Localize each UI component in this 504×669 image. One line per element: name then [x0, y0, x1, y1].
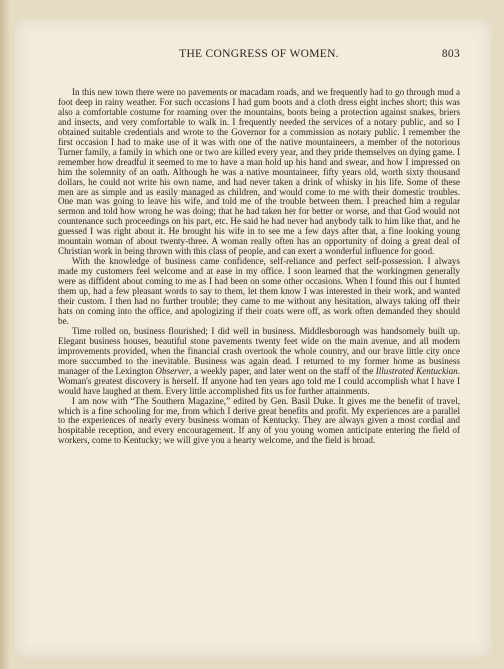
text-run: Time rolled on, business flourished; I did well in business. Middlesborough was handsomely built up. Elegant business houses, beautiful stone pavements twenty feet wide on the main avenue, and all modern improvements provided, when the financial crash overtook the whole country, and our brave little city once more succumbed to the inevitable. Business was again dead. I returned to my former home as business manager of the Lexington — [58, 325, 460, 376]
body-text — [58, 88, 460, 446]
paragraph — [58, 88, 460, 257]
italic-title: Observer — [155, 365, 190, 376]
page-number: 803 — [441, 48, 460, 60]
page-header — [58, 48, 460, 64]
italic-title: Illustrated Kentuckian — [375, 365, 458, 376]
paragraph — [58, 327, 460, 397]
running-title: THE CONGRESS OF WOMEN. — [179, 48, 339, 60]
text-run: . Woman's greatest discovery is herself. If anyone had ten years ago told me I could accomplish what I have I would have laughed at them. Every little accomplished fits us for further attainments. — [58, 365, 460, 396]
paragraph — [58, 397, 460, 447]
text-run: In this new town there were no pavements or macadam roads, and we frequently had to go through mud a foot deep in rainy weather. For such occasions I had gum boots and a cloth dress eight inches short; this was also a comfortable costume for roaming over the mountains, boots being a protection against snakes, briers and insects, and very comfortable to walk in. I frequently needed the services of a notary public, and so I obtained suitable credentials and wrote to the Governor for a commission as notary public. I remember the first occasion I had to make use of it was with one of the native mountaineers, a member of the notorious Turner family, a family in which one or two are killed every year, and they pride themselves on dying game. I remember how dreadful it seemed to me to have a man hold up his hand and swear, and how I impressed on him the solemnity of an oath. Although he was a native mountaineer, fifty years old, worth sixty thousand dollars, he could not write his own name, and had never taken a drink of whisky in his life. Some of these men are as simple and as easily managed as children, and would come to me with their domestic troubles. One man was going to leave his wife, and told me of the trouble between them. I preached him a regular sermon and told how wrong he was doing; that he had taken her for better or worse, and that God would not countenance such proceedings on his part, etc. He said he had never had anybody talk to him like that, and he guessed I was right about it. He brought his wife in to see me a few days after that, a fine looking young mountain woman of about twenty-three. A woman really often has an opportunity of doing a great deal of Christian work in being thrown with this class of people, and can exert a wonderful influence for good. — [58, 87, 460, 257]
paragraph — [58, 257, 460, 327]
text-run: With the knowledge of business came confidence, self-reliance and perfect self-possession. I always made my customers feel welcome and at ease in my office. I soon learned that the workingmen generally were as diffident about coming to me as I had been on some other occasions. When I found this out I hunted them up, had a few pleasant words to say to them, let them know I was interested in their work, and wanted their custom. I then had no further trouble; they came to me without any hesitation, always taking off their hats on coming into the office, and apologizing if their coats were off, as work often demanded they should be. — [58, 256, 460, 326]
text-run: , a weekly paper, and later went on the staff of the — [189, 365, 376, 376]
text-run: I am now with “The Southern Magazine,” edited by Gen. Basil Duke. It gives me the benefit of travel, which is a fine schooling for me, from which I derive great benefits and profit. My experiences are a parallel to the experiences of nearly every business woman of Kentucky. They are always given a most cordial and hospitable reception, and every encouragement. If any of you young women anticipate entering the field of workers, come to Kentucky; we will give you a hearty welcome, and the field is broad. — [58, 395, 460, 446]
book-binding-shadow — [0, 0, 10, 669]
